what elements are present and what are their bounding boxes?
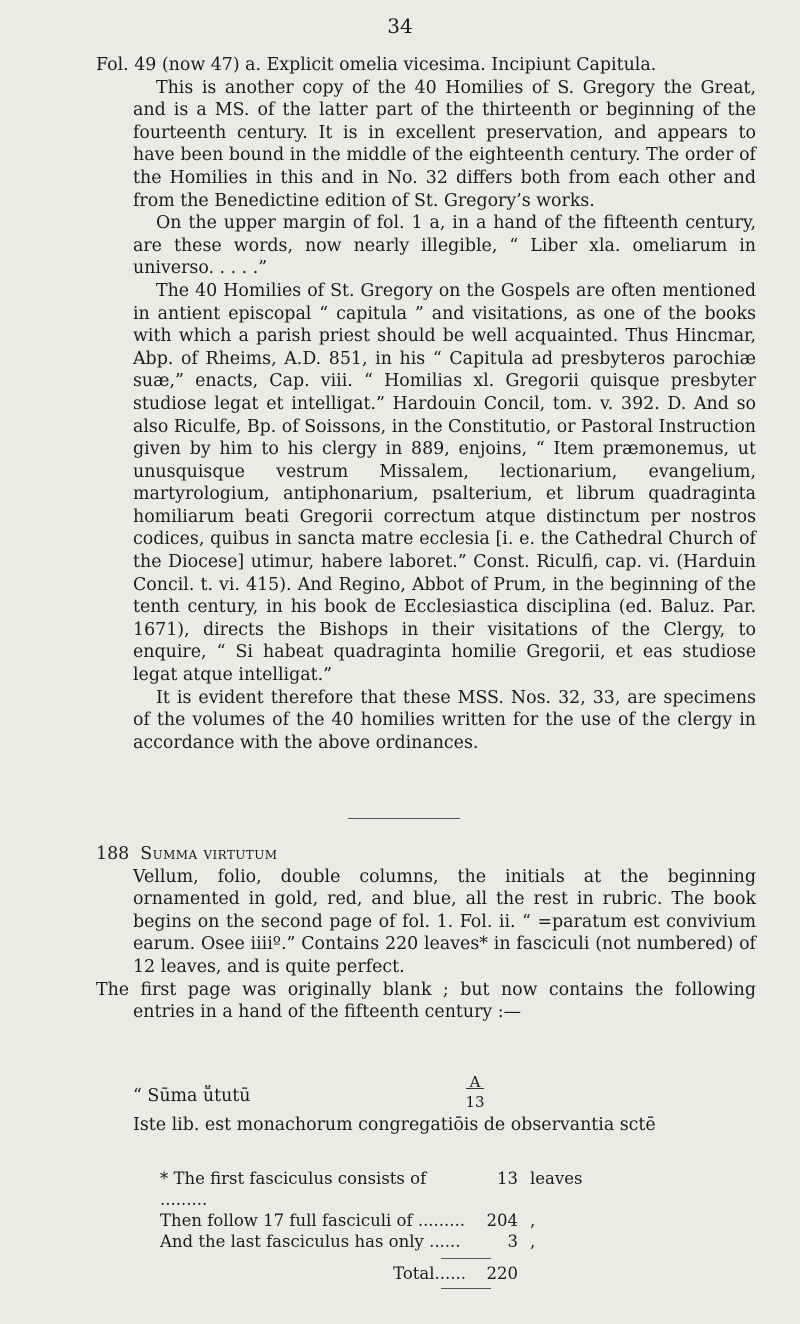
paragraph: Vellum, folio, double columns, the initials at the beginning ornamented in gold, red, and blue, all the rest in rubric. The book begins on the second page of fol. 1. Fol. ii. “ =paratum est convivium earum. Osee iiiiº.” Contains 220 leaves* in fasciculi (not numbered) of 12 leaves, and is quite perfect.	[133, 866, 756, 977]
footnote-total: Total...... 220	[393, 1264, 518, 1283]
paragraph: The 40 Homilies of St. Gregory on the Gospels are often mentioned in antient episcopal “ capitula ” and visitations, as one of the books with which a parish priest should be well acquainted. Thus Hincmar, Abp. of Rheims, A.D. 851, in his “ Capitula ad presbyteros parochiæ suæ,” enacts, Cap. viii. “ Homilias xl. Gregorii quisque presbyter studiose legat et intelligat.” Hardouin Concil, tom. v. 392. D. And so also Riculfe, Bp. of Soissons, in the Constitutio, or Pastoral Instruction given by him to his clergy in 889, enjoins, “ Item præmonemus, ut unusquisque vestrum Missalem, lectionarium, evangelium, martyrologium, antiphonarium, psalterium, et librum quadraginta homiliarum beati Gregorii correctum atque distinctum per nostros codices, quibus in sancta matre ecclesia [i. e. the Cathedral Church of the Diocese] utimur, habere laboret.” Const. Riculfi, cap. vi. (Harduin Concil. t. vi. 415). And Regino, Abbot of Prum, in the beginning of the tenth century, in his book de Ecclesiastica disciplina (ed. Baluz. Par. 1671), directs the Bishops in their visitations of the Clergy, to enquire, “ Si habeat quadraginta homilie Gregorii, et eas studiose legat atque intelligat.”	[133, 280, 756, 686]
entry-188	[96, 843, 756, 1024]
total-rule	[441, 1258, 491, 1259]
entry-number: 188	[96, 844, 130, 864]
summa-inscription: “ Sūma ṻtutū	[133, 1086, 251, 1106]
paragraph: This is another copy of the 40 Homilies of S. Gregory the Great, and is a MS. of the latter part of the thirteenth or beginning of the fourteenth century. It is in excellent preservation, and appears to have been bound in the middle of the eighteenth century. The order of the Homilies in this and in No. 32 differs both from each other and from the Benedictine edition of St. Gregory’s works.	[133, 77, 756, 211]
footnote-row: Then follow 17 full fasciculi of ......... 204 ,	[160, 1211, 536, 1230]
ownership-inscription: Iste lib. est monachorum congregatiōis de observantia sctē	[133, 1115, 656, 1135]
entry-folio-49	[96, 54, 756, 754]
entry-heading: Fol. 49 (now 47) a. Explicit omelia vicesima. Incipiunt Capitula.	[96, 55, 657, 75]
footnote-row: * The first fasciculus consists of ......... 13 leaves	[160, 1169, 583, 1209]
fraction-bottom: 13	[465, 1093, 485, 1111]
entry-title: Summa virtutum	[140, 844, 278, 864]
total-rule	[441, 1288, 491, 1289]
section-divider	[348, 818, 460, 819]
paragraph: On the upper margin of fol. 1 a, in a hand of the fifteenth century, are these words, now nearly illegible, “ Liber xla. omeliarum in universo. . . . .”	[133, 213, 756, 279]
paragraph: It is evident therefore that these MSS. Nos. 32, 33, are specimens of the volumes of the 40 homilies written for the use of the clergy in accordance with the above ordinances.	[133, 687, 756, 753]
footnote-row: And the last fasciculus has only ...... 3 ,	[160, 1232, 536, 1251]
fraction-top: A	[469, 1073, 481, 1091]
footnote	[160, 1168, 600, 1289]
page-number: 34	[387, 14, 413, 38]
fraction-bar	[466, 1088, 484, 1089]
paragraph: The first page was originally blank ; but now contains the following entries in a hand of the fifteenth century :—	[96, 979, 756, 1023]
